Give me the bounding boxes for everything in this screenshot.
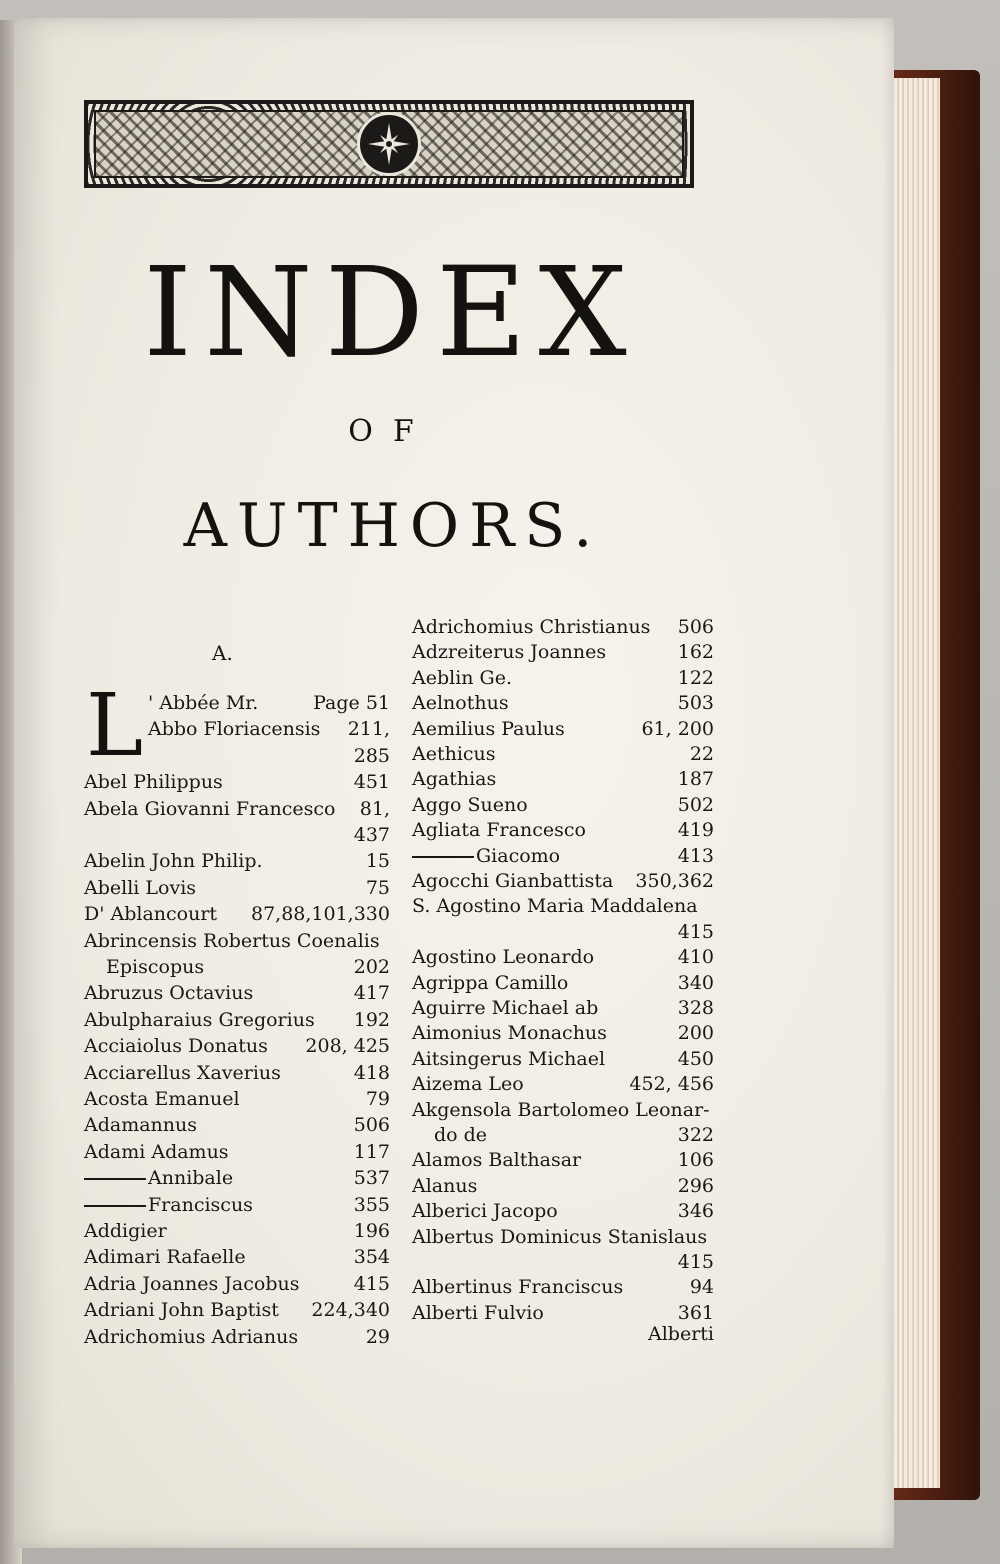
entry-pages: 79 xyxy=(365,1088,390,1110)
entry-name: Aemilius Paulus xyxy=(412,717,565,740)
index-entry xyxy=(412,741,714,767)
entry-name: Acciaiolus Donatus xyxy=(84,1035,268,1058)
entry-pages: 202 xyxy=(353,956,390,978)
entry-name: Albertus Dominicus Stanislaus xyxy=(412,1225,708,1248)
index-entry xyxy=(84,1086,390,1112)
entry-pages: 415 xyxy=(353,1272,390,1295)
index-entry xyxy=(412,868,714,894)
repeat-dash xyxy=(84,1205,146,1207)
entry-name: Aelnothus xyxy=(412,692,509,715)
entry-pages: 350,362 xyxy=(635,870,714,892)
entry-pages: 410 xyxy=(677,946,714,969)
ornamental-headpiece xyxy=(84,100,694,188)
entry-pages: 196 xyxy=(353,1220,390,1242)
entry-pages: 117 xyxy=(353,1140,390,1163)
index-entry xyxy=(84,901,390,927)
entry-name: Adimari Rafaelle xyxy=(84,1246,246,1269)
entry-name: Abrincensis Robertus Coenalis xyxy=(84,929,380,952)
entry-name: Aguirre Michael ab xyxy=(412,997,599,1019)
index-entry xyxy=(412,665,714,691)
entry-pages: 340 xyxy=(677,971,714,994)
entry-pages: 346 xyxy=(677,1200,714,1223)
entry-name: Giacomo xyxy=(412,843,560,869)
index-entry xyxy=(412,1249,714,1275)
index-entry xyxy=(84,1218,390,1244)
entry-pages: 200 xyxy=(677,1022,714,1045)
entry-name: Akgensola Bartolomeo Leonar- xyxy=(412,1098,710,1121)
index-entry xyxy=(84,954,390,980)
entry-pages: 75 xyxy=(365,876,390,899)
entry-name: Adzreiterus Joannes xyxy=(412,641,607,664)
index-entry xyxy=(412,639,714,665)
entry-pages: 415 xyxy=(677,1251,714,1273)
index-entry xyxy=(412,1173,714,1199)
index-entry xyxy=(84,1033,390,1059)
index-entry xyxy=(412,843,714,869)
index-entry xyxy=(84,1324,390,1350)
entry-name: Agocchi Gianbattista xyxy=(412,870,614,892)
entry-name: Episcopus xyxy=(106,956,205,978)
index-entry xyxy=(412,614,714,640)
index-entry xyxy=(412,970,714,996)
index-entry xyxy=(84,1112,390,1138)
entry-name: Aeblin Ge. xyxy=(412,666,513,689)
entry-name: Aggo Sueno xyxy=(412,793,528,816)
entry-name: Abulpharaius Gregorius xyxy=(84,1008,315,1031)
entry-name: Adriani John Baptist xyxy=(84,1299,279,1322)
entry-pages: 162 xyxy=(677,641,714,664)
index-entry xyxy=(84,848,390,874)
repeat-dash xyxy=(412,856,474,858)
entry-pages: 361 xyxy=(677,1301,714,1324)
entry-name: D' Ablancourt xyxy=(84,903,218,926)
index-entry xyxy=(84,1139,390,1165)
entry-name: Abruzus Octavius xyxy=(84,982,254,1005)
entry-name: Abela Giovanni Francesco xyxy=(84,797,336,820)
entry-name: Agliata Francesco xyxy=(412,819,586,842)
title-of: OF xyxy=(348,414,434,449)
entry-name: Adrichomius Adrianus xyxy=(84,1325,299,1348)
entry-pages: 187 xyxy=(677,768,714,791)
entry-name: Alberti Fulvio xyxy=(412,1301,544,1324)
entry-pages: 192 xyxy=(353,1008,390,1031)
entry-name: do de xyxy=(434,1124,488,1146)
entry-name: Acosta Emanuel xyxy=(84,1088,240,1110)
entry-name: Abbo Floriacensis xyxy=(148,718,321,741)
index-entry xyxy=(84,1271,390,1297)
index-entry xyxy=(412,944,714,970)
catchword: Alberti xyxy=(648,1323,714,1346)
entry-pages: 328 xyxy=(677,997,714,1019)
entry-pages: 122 xyxy=(677,666,714,689)
entry-pages: 106 xyxy=(677,1149,714,1172)
index-entry xyxy=(412,1147,714,1173)
entry-name: Alberici Jacopo xyxy=(412,1200,558,1223)
entry-name: Alamos Balthasar xyxy=(412,1149,582,1172)
entry-name: Adamannus xyxy=(84,1114,198,1137)
entry-pages: 503 xyxy=(677,692,714,715)
entry-pages: 285 xyxy=(353,744,390,767)
index-entry xyxy=(84,875,390,901)
entry-pages: 355 xyxy=(353,1193,390,1216)
entry-name: Aizema Leo xyxy=(412,1073,524,1096)
entry-name: Franciscus xyxy=(84,1192,253,1218)
repeat-dash xyxy=(84,1178,146,1180)
index-entry xyxy=(412,817,714,843)
index-entry xyxy=(84,743,390,769)
index-entry xyxy=(84,1060,390,1086)
index-entry xyxy=(412,919,714,945)
index-entry xyxy=(84,1244,390,1270)
index-entry xyxy=(412,995,714,1021)
entry-pages: 502 xyxy=(677,793,714,816)
entry-name: Abelin John Philip. xyxy=(84,850,263,873)
index-entry xyxy=(412,1020,714,1046)
entry-name: ' Abbée Mr. xyxy=(148,692,259,714)
entry-name: Abel Philippus xyxy=(84,771,223,794)
entry-pages: 437 xyxy=(353,824,390,846)
index-entry xyxy=(412,1274,714,1300)
entry-pages: 211, xyxy=(347,718,390,741)
index-entry xyxy=(84,690,390,716)
index-entry xyxy=(412,716,714,742)
index-entry xyxy=(412,690,714,716)
index-entry xyxy=(412,792,714,818)
entry-pages: 450 xyxy=(677,1047,714,1070)
compass-star-icon xyxy=(357,112,421,176)
entry-pages: 22 xyxy=(689,743,714,765)
entry-pages: 451 xyxy=(353,771,390,794)
entry-pages: 224,340 xyxy=(311,1299,390,1322)
index-entry xyxy=(412,766,714,792)
entry-pages: 413 xyxy=(677,844,714,867)
entry-name: Aimonius Monachus xyxy=(412,1022,607,1045)
index-entry xyxy=(412,1300,714,1326)
page-title: INDEX xyxy=(143,241,639,385)
index-entry xyxy=(84,980,390,1006)
section-letter: A. xyxy=(212,641,233,665)
entry-pages: 29 xyxy=(365,1325,390,1348)
index-entry xyxy=(84,928,390,954)
entry-name: Adria Joannes Jacobus xyxy=(84,1272,300,1295)
title-authors: AUTHORS. xyxy=(183,491,603,561)
index-entry xyxy=(84,822,390,848)
entry-pages: 452, 456 xyxy=(629,1073,714,1096)
entry-name: Aethicus xyxy=(412,743,496,765)
entry-pages: 506 xyxy=(353,1114,390,1137)
index-entry xyxy=(412,893,714,919)
entry-pages: 415 xyxy=(677,920,714,943)
entry-name: Aitsingerus Michael xyxy=(412,1047,606,1070)
entry-name: Agrippa Camillo xyxy=(412,971,569,994)
entry-name: Annibale xyxy=(84,1165,233,1191)
index-entry xyxy=(84,1192,390,1218)
index-entry xyxy=(412,1097,714,1123)
entry-pages: 537 xyxy=(353,1167,390,1190)
entry-pages: Page 51 xyxy=(313,692,390,714)
entry-pages: 419 xyxy=(677,819,714,842)
index-entry xyxy=(84,796,390,822)
entry-pages: 61, 200 xyxy=(641,717,714,740)
index-entry xyxy=(412,1224,714,1250)
index-entry xyxy=(84,1165,390,1191)
entry-pages: 506 xyxy=(677,616,714,638)
entry-pages: 322 xyxy=(677,1124,714,1146)
index-entry xyxy=(412,1071,714,1097)
entry-pages: 87,88,101,330 xyxy=(250,903,390,926)
entry-pages: 354 xyxy=(353,1246,390,1269)
entry-name: S. Agostino Maria Maddalena xyxy=(412,895,698,918)
entry-name: Abelli Lovis xyxy=(84,876,197,899)
index-entry xyxy=(84,716,390,742)
entry-name: Addigier xyxy=(84,1220,167,1242)
index-entry xyxy=(84,1297,390,1323)
entry-name: Adrichomius Christianus xyxy=(412,616,651,638)
entry-pages: 417 xyxy=(353,982,390,1005)
entry-name: Agathias xyxy=(412,768,497,791)
entry-name: Acciarellus Xaverius xyxy=(84,1061,281,1084)
entry-pages: 81, xyxy=(359,797,390,820)
entry-name: Agostino Leonardo xyxy=(412,946,595,969)
index-entry xyxy=(412,1122,714,1148)
index-entry xyxy=(412,1046,714,1072)
entry-name: Alanus xyxy=(412,1174,478,1197)
entry-pages: 208, 425 xyxy=(305,1035,390,1058)
entry-pages: 94 xyxy=(689,1276,714,1299)
entry-pages: 296 xyxy=(677,1174,714,1197)
entry-pages: 418 xyxy=(353,1061,390,1084)
index-entry xyxy=(84,769,390,795)
drop-cap: L xyxy=(86,676,144,776)
entry-name: Adami Adamus xyxy=(84,1140,229,1163)
index-entry xyxy=(84,1007,390,1033)
entry-pages: 15 xyxy=(365,850,390,873)
index-entry xyxy=(412,1198,714,1224)
entry-name: Albertinus Franciscus xyxy=(412,1276,624,1299)
